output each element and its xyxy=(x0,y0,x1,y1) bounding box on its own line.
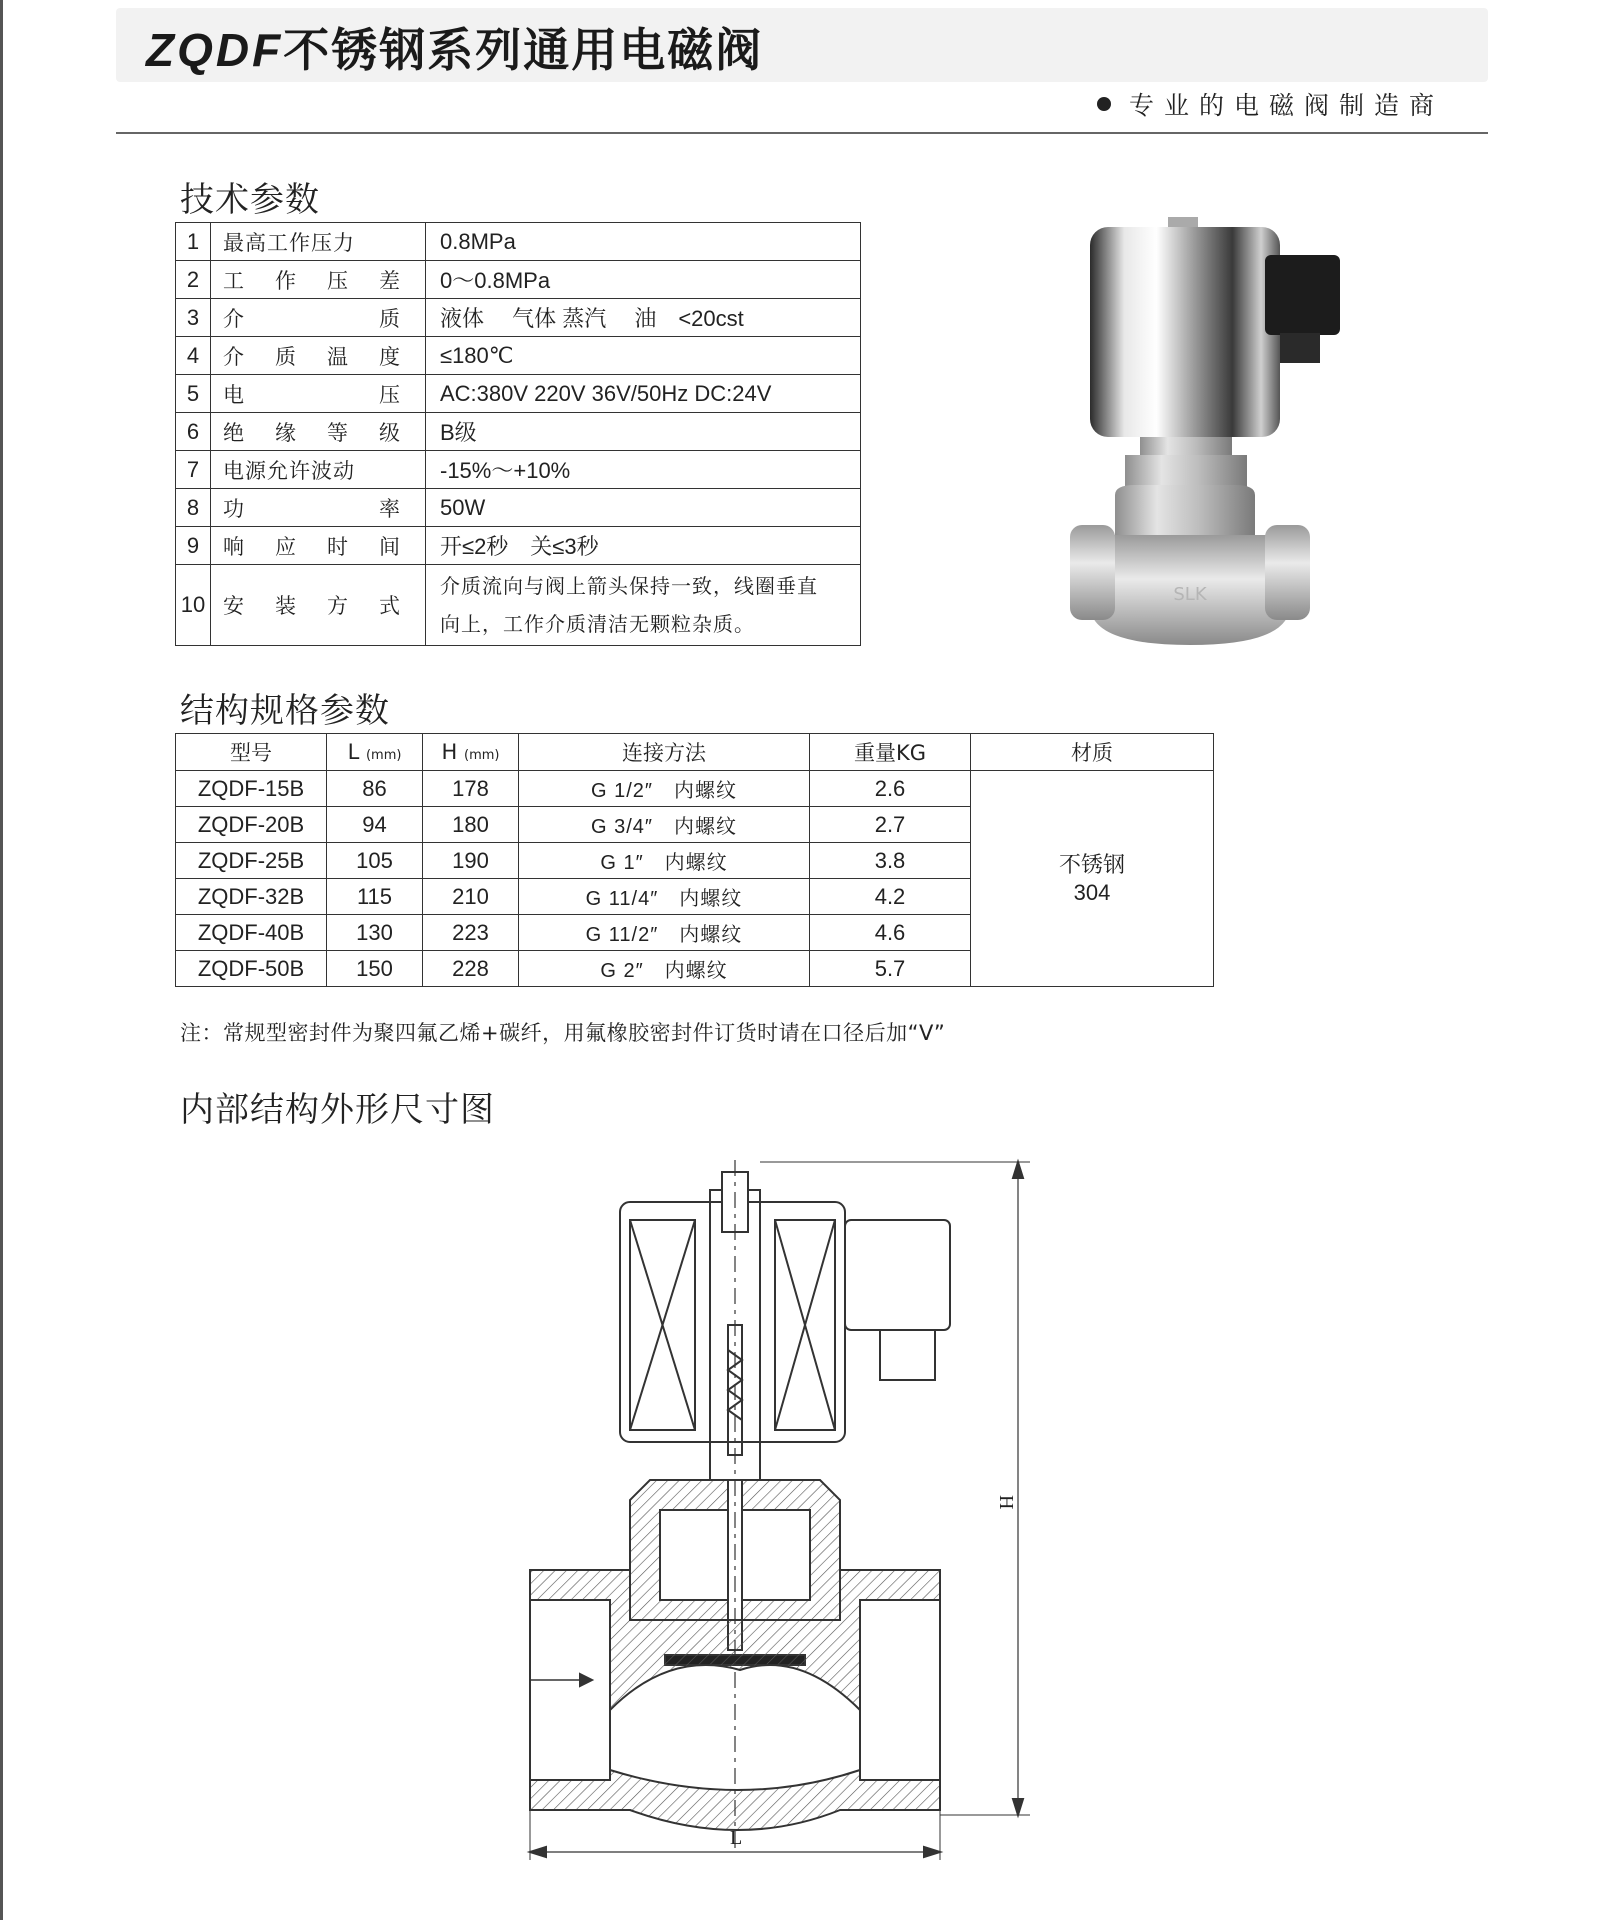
param-value-line2: 向上，工作介质清洁无颗粒杂质。 xyxy=(440,612,755,636)
cell-connection: G 3/4″ 内螺纹 xyxy=(519,807,810,843)
cell-H: 178 xyxy=(423,771,519,807)
valve-product-photo xyxy=(1040,205,1380,655)
drawing-title: 内部结构外形尺寸图 xyxy=(180,1090,495,1130)
cell-model: ZQDF-32B xyxy=(176,879,327,915)
cell-L: 130 xyxy=(327,915,423,951)
col-L-label: L xyxy=(347,740,360,764)
tech-param-row xyxy=(176,413,861,451)
tech-param-row xyxy=(176,223,861,261)
cell-L: 94 xyxy=(327,807,423,843)
tagline xyxy=(1097,86,1444,122)
param-label: 绝缘等级 xyxy=(211,413,426,451)
param-value: 开≤2秒 关≤3秒 xyxy=(426,527,861,565)
col-L xyxy=(327,734,423,771)
param-number: 7 xyxy=(176,451,211,489)
param-value-line1: 介质流向与阀上箭头保持一致，线圈垂直 xyxy=(440,574,818,598)
col-weight: 重量KG xyxy=(810,734,971,771)
param-value: AC:380V 220V 36V/50Hz DC:24V xyxy=(426,375,861,413)
tech-params-title: 技术参数 xyxy=(180,180,320,220)
tech-param-row xyxy=(176,375,861,413)
param-label: 最高工作压力 xyxy=(211,223,426,261)
cell-weight: 4.2 xyxy=(810,879,971,915)
note-text: 注：常规型密封件为聚四氟乙烯+碳纤，用氟橡胶密封件订货时请在口径后加“V” xyxy=(180,1021,946,1045)
connector-box xyxy=(1265,255,1340,335)
col-material: 材质 xyxy=(971,734,1214,771)
cell-L: 115 xyxy=(327,879,423,915)
cell-L: 86 xyxy=(327,771,423,807)
drawing-lines xyxy=(530,1160,1030,1860)
tech-param-row xyxy=(176,565,861,646)
param-number: 9 xyxy=(176,527,211,565)
param-number: 3 xyxy=(176,299,211,337)
inlet-port xyxy=(1070,525,1115,620)
page-title xyxy=(146,14,763,80)
param-number: 10 xyxy=(176,565,211,646)
tech-param-row xyxy=(176,489,861,527)
param-value: 液体 气体 蒸汽 油 <20cst xyxy=(426,299,861,337)
param-label: 功率 xyxy=(211,489,426,527)
title-brand: ZQDF xyxy=(146,24,284,76)
param-number: 1 xyxy=(176,223,211,261)
param-value: B级 xyxy=(426,413,861,451)
cell-H: 210 xyxy=(423,879,519,915)
tech-param-row xyxy=(176,527,861,565)
param-value: -15%～+10% xyxy=(426,451,861,489)
param-label: 安装方式 xyxy=(211,565,426,646)
cell-connection: G 2″ 内螺纹 xyxy=(519,951,810,987)
body-marking: SLK xyxy=(1173,584,1207,605)
tech-param-row xyxy=(176,451,861,489)
cell-L: 150 xyxy=(327,951,423,987)
param-value xyxy=(426,565,861,646)
param-label: 响应时间 xyxy=(211,527,426,565)
param-label: 电源允许波动 xyxy=(211,451,426,489)
drawing-connector xyxy=(845,1220,950,1330)
tech-param-row xyxy=(176,261,861,299)
col-connection: 连接方法 xyxy=(519,734,810,771)
param-number: 4 xyxy=(176,337,211,375)
col-L-unit: (mm) xyxy=(365,748,402,763)
param-value: 0.8MPa xyxy=(426,223,861,261)
valve-neck xyxy=(1140,437,1232,457)
page-left-border xyxy=(0,0,3,1920)
tech-params-table xyxy=(175,222,861,646)
param-label: 介质 xyxy=(211,299,426,337)
drawing-outlet-bore xyxy=(860,1600,940,1780)
cell-H: 180 xyxy=(423,807,519,843)
cell-connection: G 1″ 内螺纹 xyxy=(519,843,810,879)
cell-weight: 5.7 xyxy=(810,951,971,987)
outlet-port xyxy=(1265,525,1310,620)
col-H-label: H xyxy=(441,740,458,764)
header-divider xyxy=(116,132,1488,134)
drawing-connector-gland xyxy=(880,1330,935,1380)
dimension-H-label: H xyxy=(995,1495,1017,1510)
tech-param-row xyxy=(176,337,861,375)
cell-weight: 2.7 xyxy=(810,807,971,843)
param-value: 0～0.8MPa xyxy=(426,261,861,299)
cell-H: 223 xyxy=(423,915,519,951)
cell-weight: 4.6 xyxy=(810,915,971,951)
param-number: 2 xyxy=(176,261,211,299)
cell-H: 190 xyxy=(423,843,519,879)
cell-model: ZQDF-50B xyxy=(176,951,327,987)
bullet-dot-icon xyxy=(1097,97,1111,111)
param-number: 8 xyxy=(176,489,211,527)
tagline-text: 专业的电磁阀制造商 xyxy=(1128,91,1444,120)
cell-L: 105 xyxy=(327,843,423,879)
param-number: 5 xyxy=(176,375,211,413)
cell-weight: 2.6 xyxy=(810,771,971,807)
dimension-L-label: L xyxy=(730,1827,743,1849)
param-value: 50W xyxy=(426,489,861,527)
tech-param-row xyxy=(176,299,861,337)
cell-connection: G 1/2″ 内螺纹 xyxy=(519,771,810,807)
drawing-inlet-bore xyxy=(530,1600,610,1780)
title-text: 不锈钢系列通用电磁阀 xyxy=(283,23,764,77)
cell-model: ZQDF-20B xyxy=(176,807,327,843)
internal-structure-drawing xyxy=(500,1150,1060,1870)
cell-weight: 3.8 xyxy=(810,843,971,879)
cell-connection: G 11/2″ 内螺纹 xyxy=(519,915,810,951)
col-H-unit: (mm) xyxy=(464,748,500,763)
cell-material xyxy=(971,771,1214,987)
cell-model: ZQDF-15B xyxy=(176,771,327,807)
cell-model: ZQDF-25B xyxy=(176,843,327,879)
cell-H: 228 xyxy=(423,951,519,987)
table-row xyxy=(176,771,1214,807)
cell-connection: G 11/4″ 内螺纹 xyxy=(519,879,810,915)
coil-housing xyxy=(1090,227,1280,437)
struct-specs-table xyxy=(175,733,1214,987)
cell-model: ZQDF-40B xyxy=(176,915,327,951)
col-model: 型号 xyxy=(176,734,327,771)
material-line1: 不锈钢 xyxy=(1058,851,1125,877)
col-H xyxy=(423,734,519,771)
param-value: ≤180℃ xyxy=(426,337,861,375)
param-label: 介质温度 xyxy=(211,337,426,375)
param-number: 6 xyxy=(176,413,211,451)
struct-specs-title: 结构规格参数 xyxy=(180,691,390,731)
connector-gland xyxy=(1280,333,1320,363)
material-line2: 304 xyxy=(1073,879,1111,905)
param-label: 电压 xyxy=(211,375,426,413)
param-label: 工作压差 xyxy=(211,261,426,299)
